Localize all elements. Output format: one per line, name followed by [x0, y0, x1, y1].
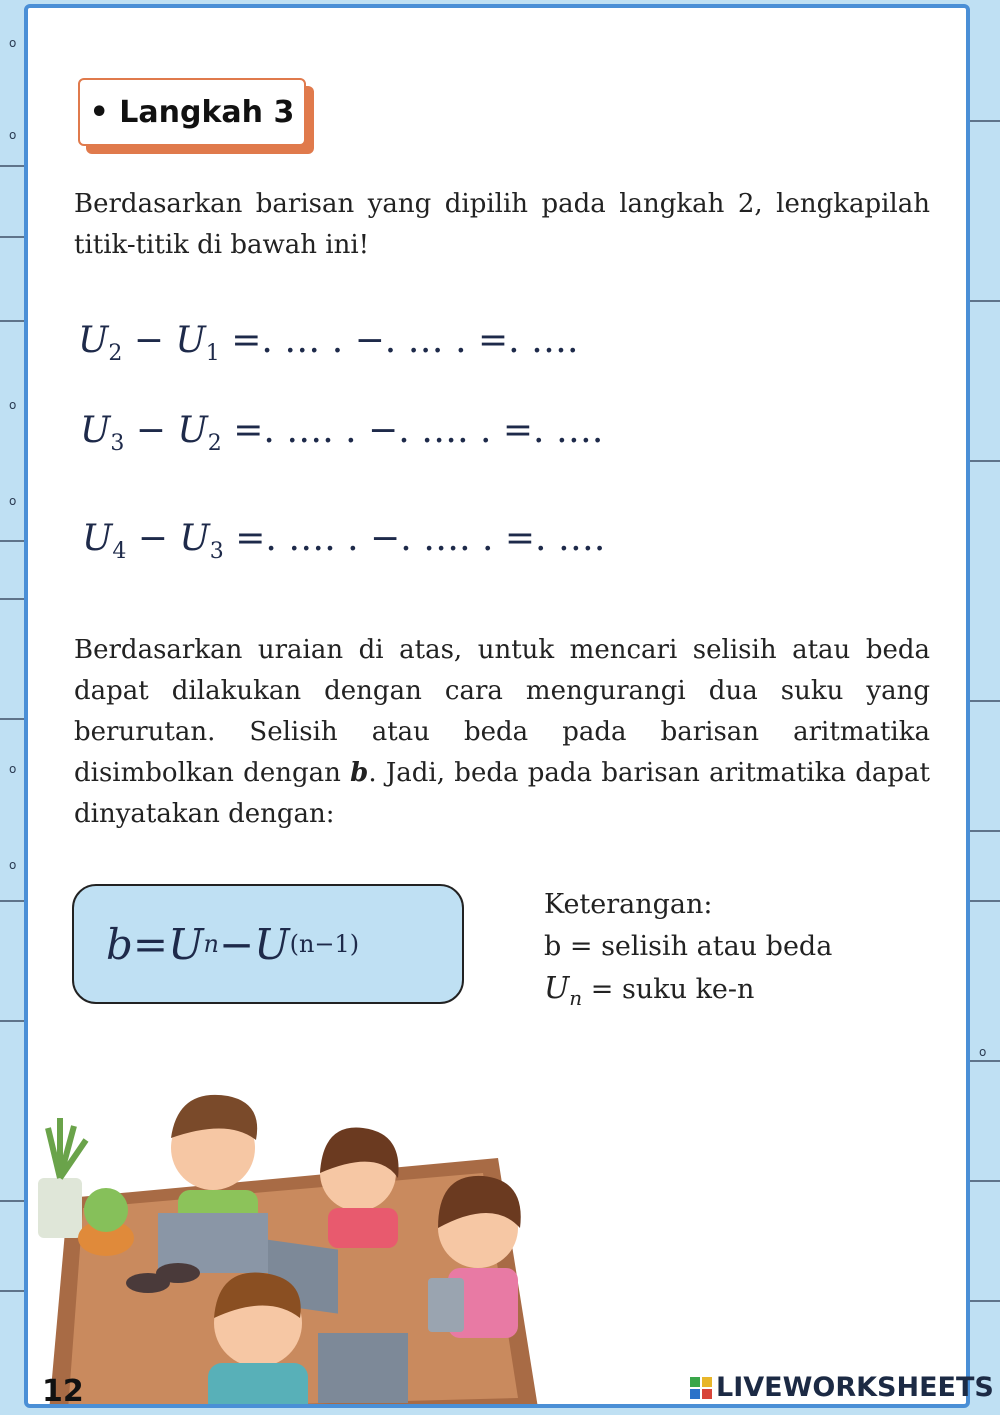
step-heading-label: • Langkah 3	[89, 94, 295, 130]
explanation-paragraph: Berdasarkan uraian di atas, untuk mencari selisih atau beda dapat dilakukan dengan cara mengurangi dua suku yang berurutan. Selisih atau beda pada barisan aritmatika disimbolkan dengan b. Jadi, beda pada barisan aritmatika dapat dinyatakan dengan:	[74, 635, 930, 829]
fill-in-blanks[interactable]: =. … . −. … . =. ….	[231, 320, 579, 361]
difference-equation-3: $U_4 - U_3$ =. …. . −. …. . =. ….	[82, 518, 606, 565]
difference-equation-2: $U_3 - U_2$ =. …. . −. …. . =. ….	[80, 410, 604, 457]
formula-legend	[544, 884, 832, 1019]
right-border-decoration: o	[970, 0, 1000, 1415]
difference-formula-box: b = U n − U (n−1)	[72, 884, 464, 1004]
worksheet-page	[24, 4, 970, 1408]
legend-un: $U_n$ = suku ke-n	[544, 971, 755, 1010]
legend-title: Keterangan:	[544, 889, 713, 920]
beda-symbol: b	[350, 758, 369, 788]
liveworksheets-logo[interactable]	[690, 1372, 994, 1403]
page-number: 12	[42, 1374, 84, 1408]
liveworksheets-icon	[690, 1377, 712, 1399]
intro-paragraph: Berdasarkan barisan yang dipilih pada langkah 2, lengkapilah titik-titik di bawah ini!	[74, 189, 930, 260]
brand-name: LIVEWORKSHEETS	[716, 1372, 994, 1403]
left-border-decoration: o o o o o o	[0, 0, 30, 1415]
fill-in-blanks[interactable]: =. …. . −. …. . =. ….	[235, 518, 606, 559]
fill-in-blanks[interactable]: =. …. . −. …. . =. ….	[233, 410, 604, 451]
difference-equation-1: $U_2 - U_1$ =. … . −. … . =. ….	[78, 320, 579, 367]
children-studying-illustration	[28, 1078, 548, 1408]
legend-b: b = selisih atau beda	[544, 931, 833, 962]
step-heading	[78, 78, 306, 146]
